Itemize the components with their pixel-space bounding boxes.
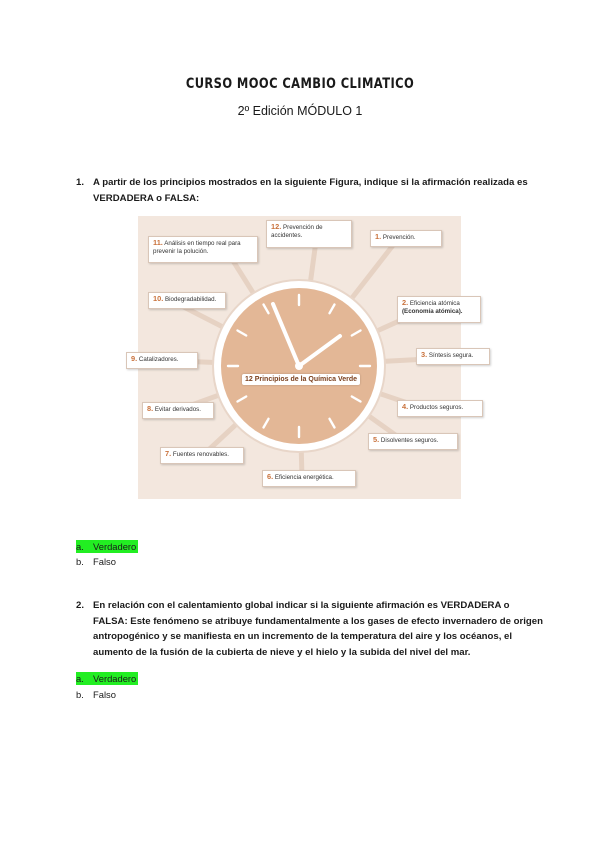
question-2-text: En relación con el calentamiento global indicar si la siguiente afirmación es VERDADERA o FALSA: Este fenómeno se atribuye fundamentalmente a los gases de efecto invernadero de origen antropogénico y se manifiesta en un incremento de la temperatura del aire y los océanos, el aumento de la fusión de la cubierta de nieve y el hielo y la subida del nivel del mar. [93, 600, 543, 658]
principle-2: 2. Eficiencia atómica (Economía atómica). [397, 296, 481, 323]
principle-4: 4. Productos seguros. [397, 400, 483, 417]
question-1-text: A partir de los principios mostrados en la siguiente Figura, indique si la afirmación realizada es VERDADERA o FALSA: [93, 177, 528, 204]
q2-option-a[interactable]: a. Verdadero [76, 673, 137, 684]
principle-9: 9. Catalizadores. [126, 352, 198, 369]
principle-1: 1. Prevención. [370, 230, 442, 247]
q1-option-b[interactable]: b. Falso [76, 556, 116, 567]
q1-option-a[interactable]: a. Verdadero [76, 541, 137, 552]
question-1 [76, 175, 546, 206]
principle-3: 3. Síntesis segura. [416, 348, 490, 365]
question-2-number: 2. [76, 600, 85, 611]
document-title: CURSO MOOC CAMBIO CLIMATICO [185, 76, 415, 92]
q2-option-b[interactable]: b. Falso [76, 689, 116, 700]
principle-7: 7. Fuentes renovables. [160, 447, 244, 464]
question-1-number: 1. [76, 177, 85, 188]
principle-5: 5. Disolventes seguros. [368, 433, 458, 450]
principle-10: 10. Biodegradabilidad. [148, 292, 226, 309]
question-2 [76, 598, 546, 660]
figure-center-label: 12 Principios de la Química Verde [242, 374, 360, 385]
principle-8: 8. Evitar derivados. [142, 402, 214, 419]
green-chemistry-figure [131, 216, 474, 499]
principle-6: 6. Eficiencia energética. [262, 470, 356, 487]
document-subtitle: 2º Edición MÓDULO 1 [237, 104, 363, 118]
principle-12: 12. Prevención de accidentes. [266, 220, 352, 248]
principle-11: 11. Análisis en tiempo real para prevenir la polución. [148, 236, 258, 263]
